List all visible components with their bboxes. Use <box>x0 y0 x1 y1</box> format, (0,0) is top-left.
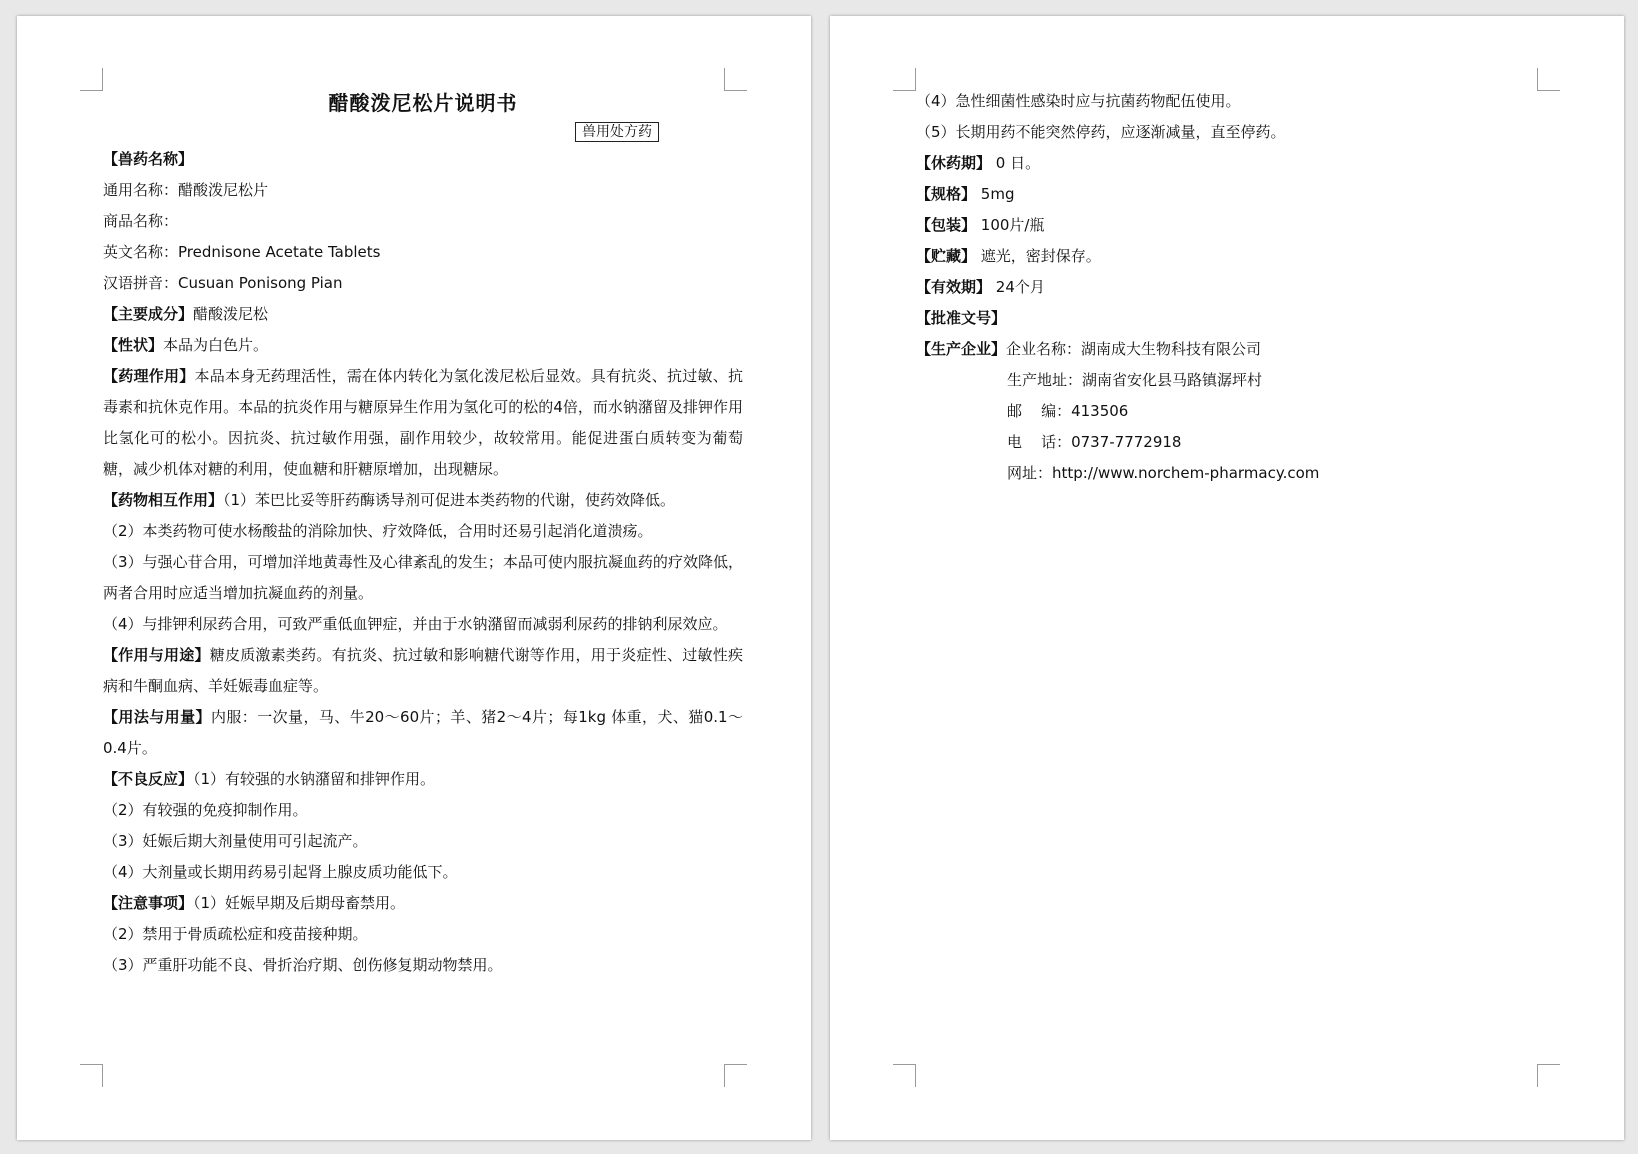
section-spec <box>916 179 1556 210</box>
section-ingredient <box>103 299 743 330</box>
section-pharmacology <box>103 361 743 485</box>
manufacturer-address: 生产地址：湖南省安化县马路镇潺坪村 <box>1007 371 1263 389</box>
manufacturer-phone: 电 话：0737-7772918 <box>1007 433 1182 451</box>
document-title: 醋酸泼尼松片说明书 <box>328 91 518 115</box>
section-property <box>103 330 743 361</box>
adverse-item: （3）妊娠后期大剂量使用可引起流产。 <box>103 832 368 850</box>
english-name: 英文名称：Prednisone Acetate Tablets <box>103 243 381 261</box>
section-label: 【包装】 <box>916 216 977 234</box>
section-text: 本品本身无药理活性，需在体内转化为氢化泼尼松后显效。具有抗炎、抗过敏、抗毒素和抗休克作用。本品的抗炎作用与糖原异生作用为氢化可的松的4倍，而水钠潴留及排钾作用比氢化可的松小。因抗炎、抗过敏作用强，副作用较少，故较常用。能促进蛋白质转变为葡萄糖，减少机体对糖的利用，使血糖和肝糖原增加，出现糖尿。 <box>103 367 743 478</box>
section-label: 【兽药名称】 <box>103 150 194 168</box>
interaction-item: （2）本类药物可使水杨酸盐的消除加快、疗效降低，合用时还易引起消化道溃疡。 <box>103 522 653 540</box>
section-text: 5mg <box>976 185 1015 203</box>
document-page-1 <box>17 16 811 1140</box>
margin-corner-mark <box>724 1064 747 1087</box>
margin-corner-mark <box>80 68 103 91</box>
section-text: 0 日。 <box>991 154 1041 172</box>
section-label: 【有效期】 <box>916 278 992 296</box>
caution-item: （3）严重肝功能不良、骨折治疗期、创伤修复期动物禁用。 <box>103 956 503 974</box>
document-page-2 <box>830 16 1624 1140</box>
section-text: 内服：一次量，马、牛20～60片；羊、猪2～4片；每1kg 体重，犬、猫0.1～ 0.4片。 <box>103 708 743 757</box>
section-label: 【注意事项】 <box>103 894 194 912</box>
section-dosage <box>103 702 743 764</box>
pinyin-name: 汉语拼音：Cusuan Ponisong Pian <box>103 274 343 292</box>
section-adverse <box>103 764 743 795</box>
section-approval <box>916 303 1556 334</box>
section-text: 醋酸泼尼松 <box>193 305 269 323</box>
section-text: （1）妊娠早期及后期母畜禁用。 <box>193 894 406 912</box>
section-label: 【批准文号】 <box>916 309 1007 327</box>
section-label: 【生产企业】 <box>916 340 1007 358</box>
company-name: 企业名称：湖南成大生物科技有限公司 <box>1006 340 1262 358</box>
section-validity <box>916 272 1556 303</box>
section-label: 【用法与用量】 <box>103 708 211 726</box>
margin-corner-mark <box>1537 1064 1560 1087</box>
section-label: 【作用与用途】 <box>103 646 210 664</box>
section-text: 24个月 <box>991 278 1045 296</box>
caution-item: （2）禁用于骨质疏松症和疫苗接种期。 <box>103 925 368 943</box>
section-label: 【药理作用】 <box>103 367 195 385</box>
caution-item: （5）长期用药不能突然停药，应逐渐减量，直至停药。 <box>916 123 1286 141</box>
section-vet-name <box>103 144 743 175</box>
section-text: 本品为白色片。 <box>163 336 269 354</box>
section-text: （1）有较强的水钠潴留和排钾作用。 <box>193 770 436 788</box>
trade-name: 商品名称： <box>103 212 179 230</box>
prescription-badge: 兽用处方药 <box>575 122 659 142</box>
generic-name: 通用名称：醋酸泼尼松片 <box>103 181 269 199</box>
section-withdrawal <box>916 148 1556 179</box>
section-package <box>916 210 1556 241</box>
interaction-item: （3）与强心苷合用，可增加洋地黄毒性及心律紊乱的发生；本品可使内服抗凝血药的疗效降低，两者合用时应适当增加抗凝血药的剂量。 <box>103 553 743 602</box>
page-2-content <box>916 86 1556 489</box>
section-text: 100片/瓶 <box>976 216 1045 234</box>
section-label: 【不良反应】 <box>103 770 194 788</box>
caution-item: （4）急性细菌性感染时应与抗菌药物配伍使用。 <box>916 92 1241 110</box>
section-text: （1）苯巴比妥等肝药酶诱导剂可促进本类药物的代谢，使药效降低。 <box>223 491 676 509</box>
section-manufacturer <box>916 334 1556 365</box>
section-label: 【主要成分】 <box>103 305 194 323</box>
section-label: 【性状】 <box>103 336 164 354</box>
section-text: 遮光，密封保存。 <box>976 247 1101 265</box>
margin-corner-mark <box>80 1064 103 1087</box>
section-label: 【规格】 <box>916 185 977 203</box>
section-label: 【药物相互作用】 <box>103 491 224 509</box>
manufacturer-website: 网址：http://www.norchem-pharmacy.com <box>1007 464 1320 482</box>
section-usage <box>103 640 743 702</box>
section-caution <box>103 888 743 919</box>
interaction-item: （4）与排钾利尿药合用，可致严重低血钾症，并由于水钠潴留而减弱利尿药的排钠利尿效应。 <box>103 615 728 633</box>
section-label: 【休药期】 <box>916 154 992 172</box>
margin-corner-mark <box>893 1064 916 1087</box>
margin-corner-mark <box>893 68 916 91</box>
section-label: 【贮藏】 <box>916 247 977 265</box>
section-storage <box>916 241 1556 272</box>
section-interaction <box>103 485 743 516</box>
adverse-item: （2）有较强的免疫抑制作用。 <box>103 801 308 819</box>
manufacturer-postcode: 邮 编：413506 <box>1007 402 1129 420</box>
page-1-content <box>103 86 743 981</box>
section-text: 糖皮质激素类药。有抗炎、抗过敏和影响糖代谢等作用，用于炎症性、过敏性疾病和牛酮血病、羊妊娠毒血症等。 <box>103 646 743 695</box>
adverse-item: （4）大剂量或长期用药易引起肾上腺皮质功能低下。 <box>103 863 458 881</box>
badge-row <box>103 120 743 144</box>
